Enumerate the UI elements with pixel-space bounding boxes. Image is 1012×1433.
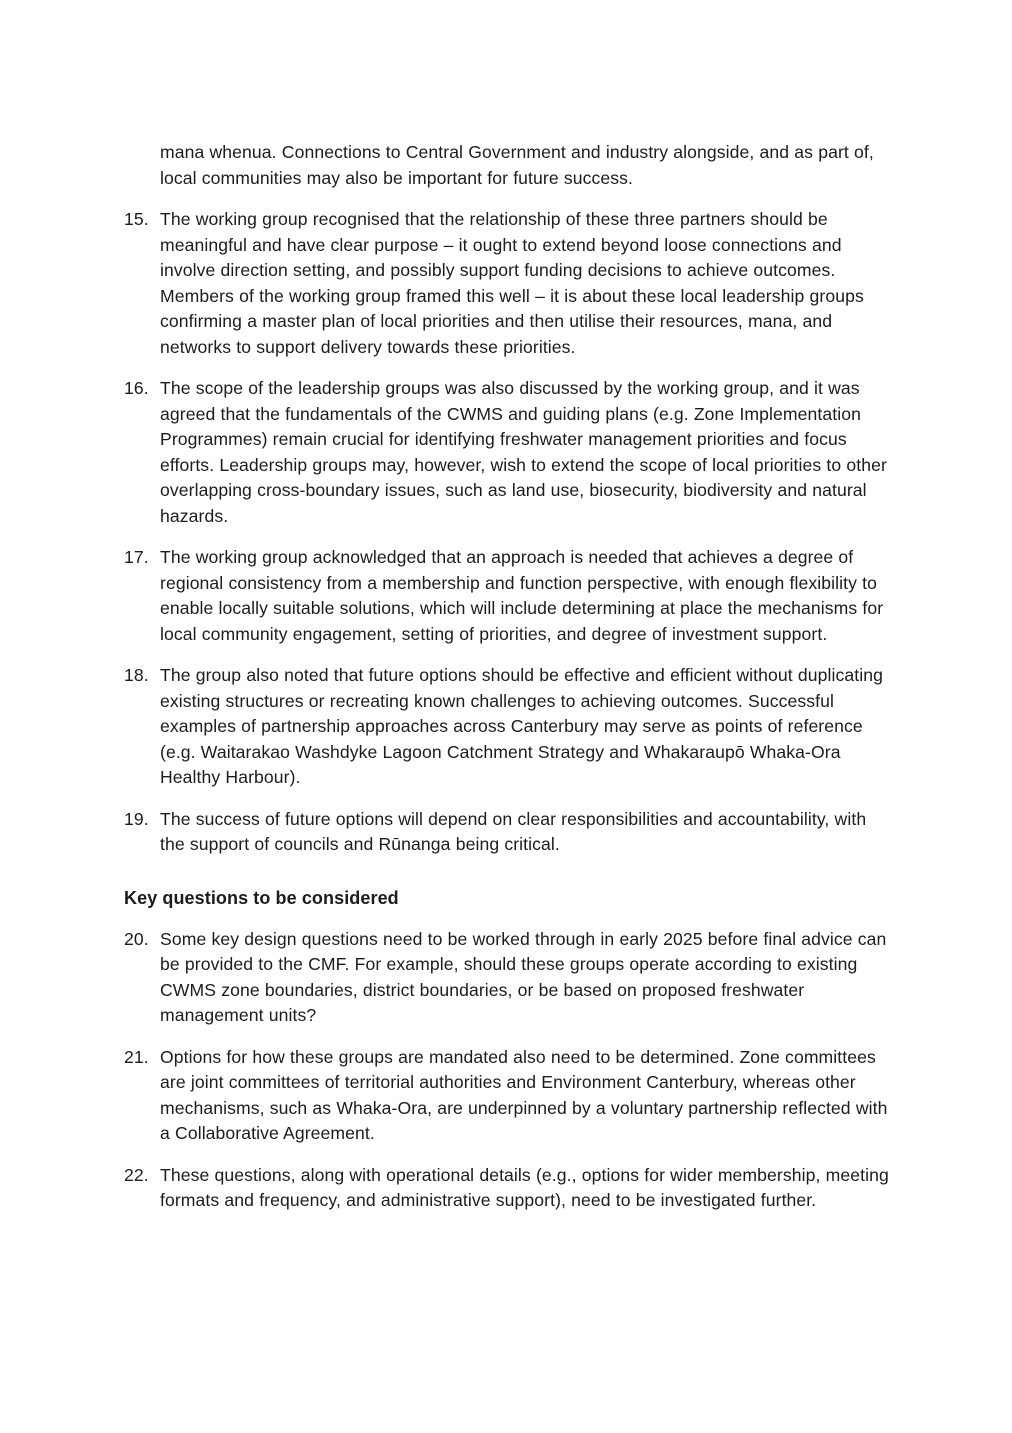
list-item — [124, 663, 892, 791]
list-item — [124, 807, 892, 858]
list-item — [124, 207, 892, 360]
continuation-paragraph: mana whenua. Connections to Central Government and industry alongside, and as part of, local communities may also be important for future success. — [160, 142, 874, 188]
list-item-text: The group also noted that future options should be effective and efficient without duplicating existing structures or recreating known challenges to achieving outcomes. Successful examples of partnership approaches across Canterbury may serve as points of reference (e.g. Waitarakao Washdyke Lagoon Catchment Strategy and Whakaraupō Whaka-Ora Healthy Harbour). — [160, 665, 883, 787]
list-item-number: 18. — [124, 665, 149, 685]
list-item-text: The working group recognised that the relationship of these three partners should be meaningful and have clear purpose – it ought to extend beyond loose connections and involve direction setting, and possibly support funding decisions to achieve outcomes. Members of the working group framed this well – it is about these local leadership groups confirming a master plan of local priorities and then utilise their resources, mana, and networks to support delivery towards these priorities. — [160, 209, 864, 357]
list-item — [124, 545, 892, 647]
list-item — [124, 927, 892, 1029]
list-item-text: Some key design questions need to be worked through in early 2025 before final advice can be provided to the CMF. For example, should these groups operate according to existing CWMS zone boundaries, district boundaries, or be based on proposed freshwater management units? — [160, 928, 887, 1025]
list-item-text: Options for how these groups are mandated also need to be determined. Zone committees are joint committees of territorial authorities and Environment Canterbury, whereas other mechanisms, such as Whaka-Ora, are underpinned by a voluntary partnership reflected with a Collaborative Agreement. — [160, 1046, 888, 1143]
list-item — [124, 376, 892, 529]
list-item-text: These questions, along with operational details (e.g., options for wider membership, meeting formats and frequency, and administrative support), need to be investigated further. — [160, 1164, 889, 1210]
section-heading-key-questions: Key questions to be considered — [124, 887, 399, 908]
list-item — [124, 1163, 892, 1214]
list-item-text: The success of future options will depend on clear responsibilities and accountability, with the support of councils and Rūnanga being critical. — [160, 808, 867, 854]
list-item-number: 20. — [124, 928, 149, 949]
list-item-number: 22. — [124, 1164, 149, 1185]
document-body — [124, 140, 892, 1230]
list-item-number: 21. — [124, 1046, 149, 1067]
list-item-number: 15. — [124, 209, 149, 229]
list-item-number: 16. — [124, 378, 149, 398]
list-item — [124, 1045, 892, 1147]
list-item-text: The scope of the leadership groups was also discussed by the working group, and it was agreed that the fundamentals of the CWMS and guiding plans (e.g. Zone Implementation Programmes) remain crucial for identifying freshwater management priorities and focus efforts. Leadership groups may, however, wish to extend the scope of local priorities to other overlapping cross-boundary issues, such as land use, biosecurity, biodiversity and natural hazards. — [160, 378, 887, 526]
list-item-text: The working group acknowledged that an approach is needed that achieves a degree of regional consistency from a membership and function perspective, with enough flexibility to enable locally suitable solutions, which will include determining at place the mechanisms for local community engagement, setting of priorities, and degree of investment support. — [160, 547, 884, 644]
list-item-number: 19. — [124, 808, 149, 829]
list-item-number: 17. — [124, 547, 149, 567]
